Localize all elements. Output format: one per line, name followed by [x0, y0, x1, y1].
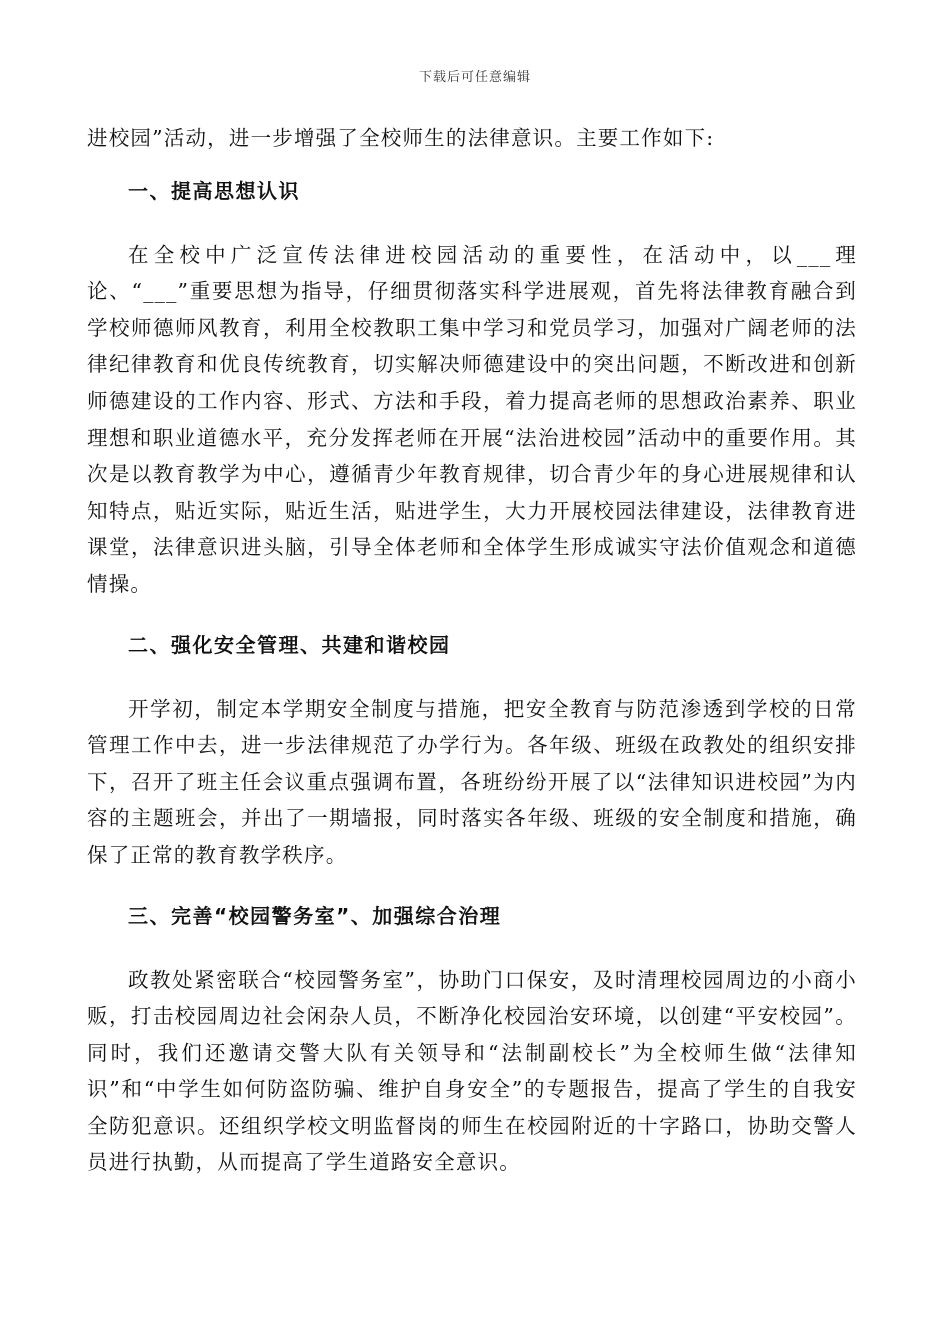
section-3-heading: 三、完善“校园警务室”、加强综合治理	[128, 903, 502, 928]
section-1-body: 在全校中广泛宣传法律进校园活动的重要性，在活动中，以___理论、“___”重要思想为指导，仔细贯彻落实科学进展观，首先将法律教育融合到学校师德师风教育，利用全校教职工集中学习和党员学习，加强对广阔老师的法律纪律教育和优良传统教育，切实解决师德建设中的突出问题，不断改进和创新师德建设的工作内容、形式、方法和手段，着力提高老师的思想政治素养、职业理想和职业道德水平，充分发挥老师在开展“法治进校园”活动中的重要作用。其次是以教育教学为中心，遵循青少年教育规律，切合青少年的身心进展规律和认知特点，贴近实际，贴近生活，贴进学生，大力开展校园法律建设，法律教育进课堂，法律意识进头脑，引导全体老师和全体学生形成诚实守法价值观念和道德情操。	[87, 242, 857, 596]
section-2-body: 开学初，制定本学期安全制度与措施，把安全教育与防范渗透到学校的日常管理工作中去，进一步法律规范了办学行为。各年级、班级在政教处的组织安排下，召开了班主任会议重点强调布置，各班纷纷开展了以“法律知识进校园”为内容的主题班会，并出了一期墙报，同时落实各年级、班级的安全制度和措施，确保了正常的教育教学秩序。	[87, 696, 857, 867]
section-3-body: 政教处紧密联合“校园警务室”，协助门口保安，及时清理校园周边的小商小贩，打击校园周边社会闲杂人员，不断净化校园治安环境，以创建“平安校园”。同时，我们还邀请交警大队有关领导和“法制副校长”为全校师生做“法律知识”和“中学生如何防盗防骗、维护自身安全”的专题报告，提高了学生的自我安全防犯意识。还组织学校文明监督岗的师生在校园附近的十字路口，协助交警人员进行执勤，从而提高了学生道路安全意识。	[87, 967, 857, 1175]
section-2-heading: 二、强化安全管理、共建和谐校园	[128, 632, 451, 657]
intro-paragraph: 进校园”活动，进一步增强了全校师生的法律意识。主要工作如下:	[87, 126, 715, 150]
header-note: 下载后可任意编辑	[418, 70, 531, 85]
document-body	[87, 120, 857, 1181]
section-1-heading: 一、提高思想认识	[128, 178, 300, 203]
